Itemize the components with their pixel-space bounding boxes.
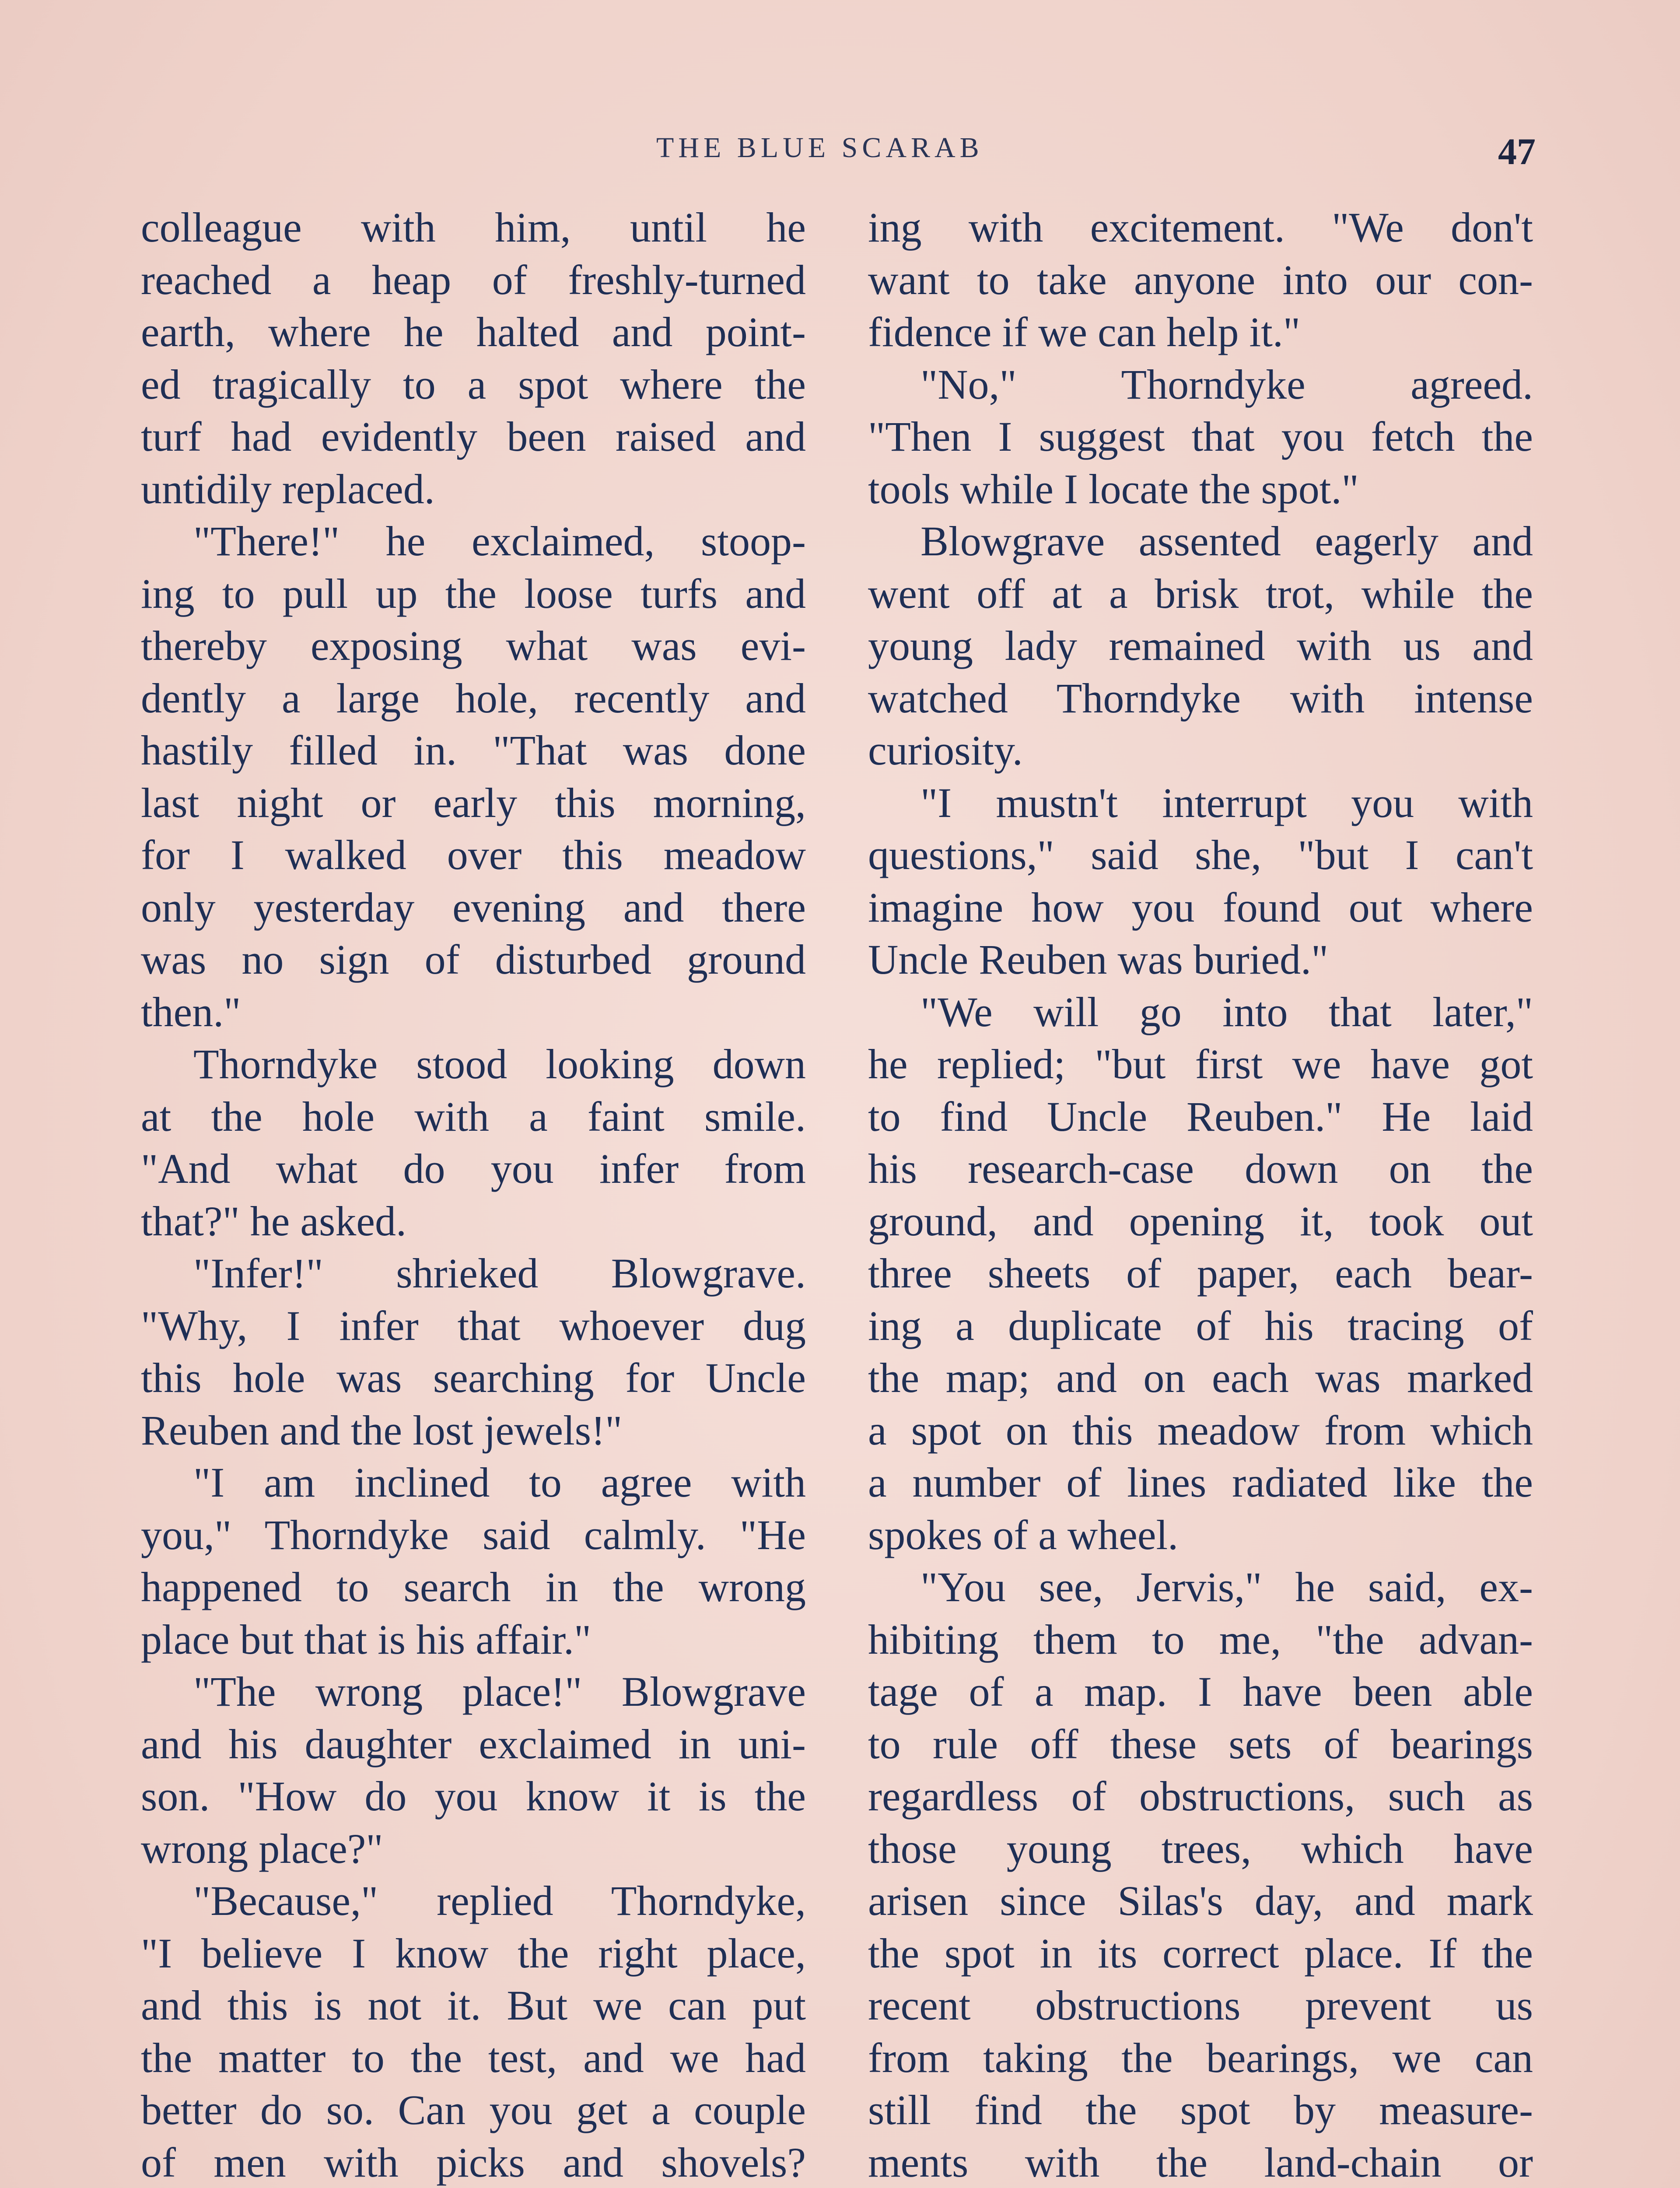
text-line: a number of lines radiated like the — [868, 1459, 1533, 1506]
text-line: wrong place?" — [141, 1825, 383, 1872]
text-line: Uncle Reuben was buried." — [868, 936, 1329, 983]
text-line: three sheets of paper, each bear- — [868, 1250, 1533, 1297]
text-line: colleague with him, until he — [141, 204, 806, 251]
text-line: that?" he asked. — [141, 1197, 406, 1245]
text-line: arisen since Silas's day, and mark — [868, 1877, 1533, 1924]
text-line: ed tragically to a spot where the — [141, 361, 806, 408]
text-line: he replied; "but first we have got — [868, 1041, 1533, 1087]
text-line: of men with picks and shovels? — [141, 2139, 806, 2186]
text-line: to rule off these sets of bearings — [868, 1720, 1533, 1767]
text-line: ments with the land-chain or — [868, 2139, 1533, 2186]
text-line: was no sign of disturbed ground — [141, 936, 806, 983]
text-line: tage of a map. I have been able — [868, 1668, 1533, 1715]
text-line: "I believe I know the right place, — [141, 1929, 806, 1977]
text-line: then." — [141, 988, 241, 1035]
text-line: Thorndyke stood looking down — [193, 1041, 806, 1087]
text-line: imagine how you found out where — [868, 884, 1533, 931]
text-line: from taking the bearings, we can — [868, 2034, 1533, 2081]
text-line: ing with excitement. "We don't — [868, 204, 1533, 251]
text-line: went off at a brisk trot, while the — [868, 570, 1533, 617]
text-line: "Why, I infer that whoever dug — [141, 1302, 806, 1349]
text-line: thereby exposing what was evi- — [141, 622, 806, 669]
text-line: "You see, Jervis," he said, ex- — [920, 1564, 1533, 1610]
text-line: and this is not it. But we can put — [141, 1982, 806, 2029]
text-line: a spot on this meadow from which — [868, 1406, 1533, 1454]
text-line: earth, where he halted and point- — [141, 309, 806, 355]
text-line: the map; and on each was marked — [868, 1354, 1533, 1401]
text-line: young lady remained with us and — [868, 622, 1533, 669]
text-line: ground, and opening it, took out — [868, 1197, 1533, 1245]
text-line: fidence if we can help it." — [868, 309, 1301, 355]
text-line: still find the spot by measure- — [868, 2086, 1533, 2133]
text-line: "We will go into that later," — [920, 988, 1533, 1035]
text-line: watched Thorndyke with intense — [868, 674, 1533, 722]
text-line: tools while I locate the spot." — [868, 465, 1359, 512]
text-line: this hole was searching for Uncle — [141, 1354, 806, 1401]
text-line: questions," said she, "but I can't — [868, 831, 1533, 878]
text-line: regardless of obstructions, such as — [868, 1773, 1533, 1820]
text-line: only yesterday evening and there — [141, 884, 806, 931]
left-text-column — [141, 201, 806, 2188]
text-line: the spot in its correct place. If the — [868, 1929, 1533, 1977]
text-line: curiosity. — [868, 727, 1023, 774]
text-line: son. "How do you know it is the — [141, 1773, 806, 1820]
text-line: the matter to the test, and we had — [141, 2034, 806, 2081]
text-line: hastily filled in. "That was done — [141, 727, 806, 774]
text-line: recent obstructions prevent us — [868, 1982, 1533, 2029]
text-line: "No," Thorndyke agreed. — [920, 361, 1533, 408]
text-line: "Because," replied Thorndyke, — [193, 1877, 806, 1924]
text-line: "I am inclined to agree with — [193, 1459, 806, 1506]
text-line: "The wrong place!" Blowgrave — [193, 1668, 806, 1715]
text-line: dently a large hole, recently and — [141, 674, 806, 722]
text-line: and his daughter exclaimed in uni- — [141, 1720, 806, 1767]
text-line: Blowgrave assented eagerly and — [920, 518, 1533, 565]
text-line: "And what do you infer from — [141, 1145, 806, 1192]
text-line: to find Uncle Reuben." He laid — [868, 1093, 1533, 1140]
text-line: place but that is his affair." — [141, 1616, 592, 1663]
text-line: at the hole with a faint smile. — [141, 1093, 806, 1140]
text-line: spokes of a wheel. — [868, 1511, 1179, 1558]
page-number: 47 — [1498, 130, 1536, 172]
text-line: turf had evidently been raised and — [141, 413, 806, 460]
running-head: THE BLUE SCARAB — [656, 132, 984, 164]
text-line: "There!" he exclaimed, stoop- — [193, 518, 806, 565]
text-line: "Then I suggest that you fetch the — [868, 413, 1533, 460]
text-line: for I walked over this meadow — [141, 831, 806, 878]
text-line: want to take anyone into our con- — [868, 256, 1533, 303]
text-line: you," Thorndyke said calmly. "He — [141, 1511, 806, 1558]
text-line: Reuben and the lost jewels!" — [141, 1406, 623, 1454]
right-text-column — [868, 201, 1533, 2188]
text-line: those young trees, which have — [868, 1825, 1533, 1872]
text-line: last night or early this morning, — [141, 779, 806, 826]
text-line: hibiting them to me, "the advan- — [868, 1616, 1533, 1663]
text-line: untidily replaced. — [141, 465, 435, 512]
text-line: better do so. Can you get a couple — [141, 2086, 806, 2133]
text-line: "I mustn't interrupt you with — [920, 779, 1533, 826]
text-line: "Infer!" shrieked Blowgrave. — [193, 1250, 806, 1297]
text-line: ing a duplicate of his tracing of — [868, 1302, 1533, 1349]
text-line: happened to search in the wrong — [141, 1564, 806, 1610]
text-line: his research-case down on the — [868, 1145, 1533, 1192]
text-line: ing to pull up the loose turfs and — [141, 570, 806, 617]
text-line: reached a heap of freshly-turned — [141, 256, 806, 303]
